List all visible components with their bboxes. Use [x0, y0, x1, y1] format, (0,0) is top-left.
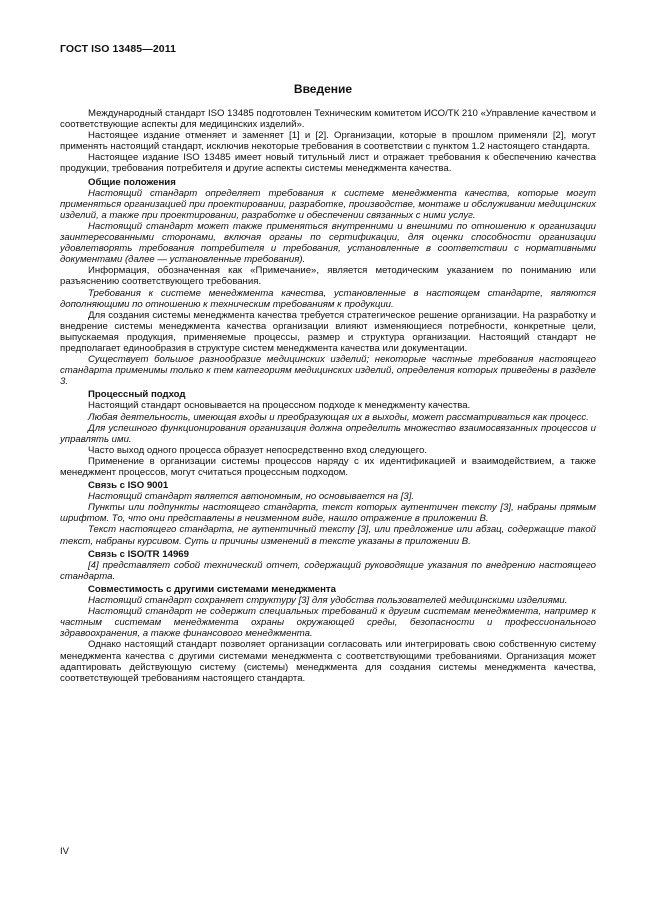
paragraph: Международный стандарт ISO 13485 подготовлен Техническим комитетом ИСО/ТК 210 «Управление качеством и соответствующие аспекты для медицинских изделий».: [60, 108, 596, 131]
paragraph: Часто выход одного процесса образует непосредственно вход следующего.: [88, 444, 427, 456]
paragraph: Текст настоящего стандарта, не аутентичный тексту [3], или предложение или абзац, содержащие такой текст, набраны курсивом. Суть и причины изменений в тексте указаны в приложении В.: [60, 524, 596, 547]
paragraph: Настоящее издание ISO 13485 имеет новый титульный лист и отражает требования к обеспечению качества продукции, требования потребителя и другие аспекты системы менеджмента качества.: [60, 152, 596, 175]
paragraph: Настоящее издание отменяет и заменяет [1] и [2]. Организации, которые в прошлом применяли [2], могут применять настоящий стандарт, исключив некоторые требования в соответствии с пунктом 1.2 настоящего стандарта.: [60, 130, 596, 153]
paragraph: Настоящий стандарт сохраняет структуру [3] для удобства пользователей медицинскими изделиями.: [88, 595, 568, 607]
document-header: ГОСТ ISO 13485—2011: [60, 43, 177, 55]
document-body: [60, 108, 596, 684]
page-number: IV: [60, 846, 69, 857]
paragraph: Настоящий стандарт основывается на процессном подходе к менеджменту качества.: [88, 400, 471, 412]
paragraph: Для успешного функционирования организация должна определить множество взаимосвязанных процессов и управлять ими.: [60, 422, 596, 445]
paragraph: Настоящий стандарт является автономным, но основывается на [3].: [88, 491, 415, 503]
subsection-heading: Процессный подход: [88, 389, 186, 401]
section-title: Введение: [293, 82, 353, 96]
paragraph: Требования к системе менеджмента качества, установленные в настоящем стандарте, являются дополняющими по отношению к техническим требованиям к продукции.: [60, 287, 596, 310]
paragraph: Пункты или подпункты настоящего стандарта, текст которых аутентичен тексту [3], набраны прямым шрифтом. То, что они представлены в неизменном виде, нашло отражение в приложении В.: [60, 502, 596, 525]
paragraph: Любая деятельность, имеющая входы и преобразующая их в выходы, может рассматриваться как процесс.: [88, 411, 589, 423]
paragraph: [4] представляет собой технический отчет, содержащий руководящие указания по внедрению настоящего стандарта.: [60, 559, 596, 582]
subsection-heading: Общие положения: [88, 176, 176, 188]
paragraph: Применение в организации системы процессов наряду с их идентификацией и взаимодействием, а также менеджмент процессов, могут считаться процессным подходом.: [60, 455, 596, 478]
paragraph: Информация, обозначенная как «Примечание», является методическим указанием по пониманию или разъяснению соответствующего требования.: [60, 265, 596, 288]
subsection-heading: Совместимость с другими системами менеджмента: [88, 583, 336, 595]
paragraph: Существует большое разнообразие медицинских изделий; некоторые частные требования настоящего стандарта применимы только к тем категориям медицинских изделий, определения которых приведены в разделе 3.: [60, 354, 596, 388]
subsection-heading: Связь с ISO/TR 14969: [88, 548, 189, 560]
paragraph: Настоящий стандарт может также применяться внутренними и внешними по отношению к организации заинтересованными сторонами, включая органы по сертификации, для оценки способности организации удовлетворять требования потребителя и требования, установленные в соответствии с нормативными документами (далее — установленные требования).: [60, 220, 596, 266]
subsection-heading: Связь с ISO 9001: [88, 480, 169, 492]
paragraph: Однако настоящий стандарт позволяет организации согласовать или интегрировать свою собственную систему менеджмента качества с другими системами менеджмента с соответствующими требованиями. Организация может адаптировать действующую систему (системы) менеджмента для создания системы менеджмента качества, соответствующей требованиям настоящего стандарта.: [60, 639, 596, 684]
paragraph: Настоящий стандарт не содержит специальных требований к другим системам менеджмента, например к частным системам менеджмента охраны окружающей среды, безопасности и профессионального здравоохранения, а также финансового менеджмента.: [60, 606, 596, 640]
paragraph: Настоящий стандарт определяет требования к системе менеджмента качества, которые могут применяться организацией при проектировании, разработке, производстве, монтаже и обслуживании медицинских изделий, а также при проектировании, разработке и обеспечении связанных с ними услуг.: [60, 187, 596, 221]
paragraph: Для создания системы менеджмента качества требуется стратегическое решение организации. На разработку и внедрение системы менеджмента качества организации влияют изменяющиеся потребности, конкретные цели, выпускаемая продукция, применяемые процессы, размер и структура организации. Настоящий стандарт не предполагает единообразия в структуре систем менеджмента качества или документации.: [60, 309, 596, 354]
